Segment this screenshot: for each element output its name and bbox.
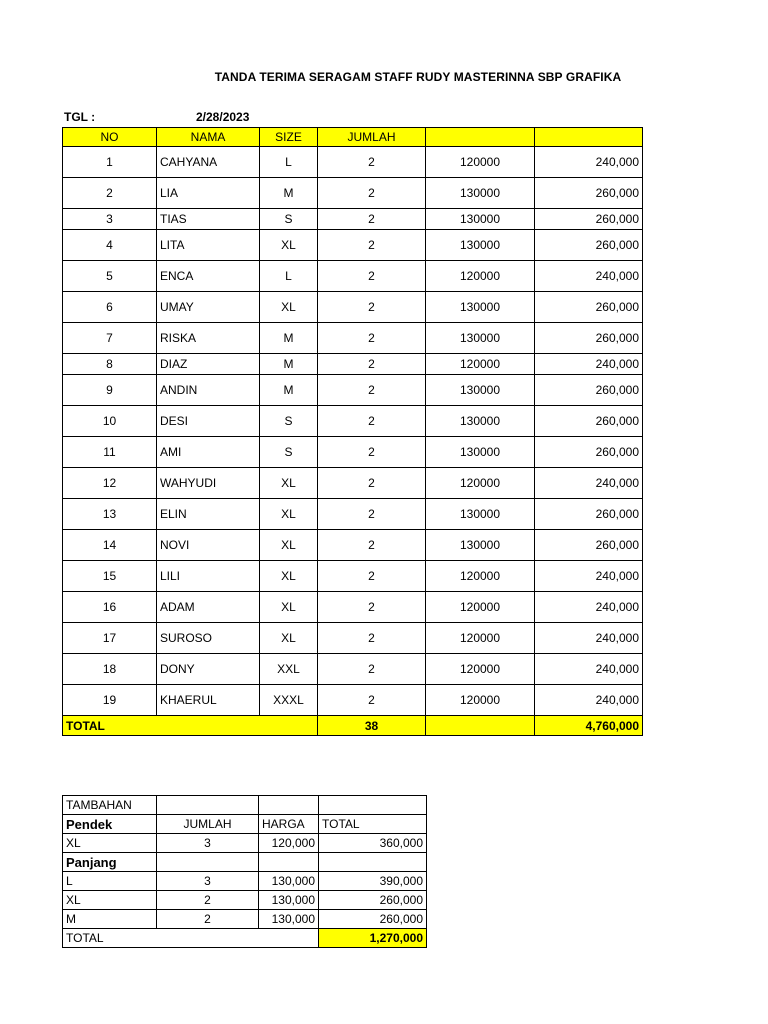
cell-nama: WAHYUDI bbox=[157, 468, 260, 499]
table-header-row bbox=[63, 128, 643, 147]
cell-total: 260,000 bbox=[535, 178, 643, 209]
cell-no: 5 bbox=[63, 261, 157, 292]
table-row bbox=[63, 468, 643, 499]
date-label: TGL : bbox=[64, 110, 96, 124]
extra-title-row bbox=[63, 796, 427, 815]
cell-jumlah: 2 bbox=[318, 375, 426, 406]
extra-row bbox=[63, 834, 427, 853]
cell-total: 260,000 bbox=[535, 292, 643, 323]
cell-total: 260,000 bbox=[535, 406, 643, 437]
uniform-receipt-table bbox=[62, 127, 643, 736]
extra-header-row bbox=[63, 815, 427, 834]
cell-size: XL bbox=[260, 499, 318, 530]
cell-harga: 120000 bbox=[426, 685, 535, 716]
extra-cell-total: 390,000 bbox=[319, 872, 427, 891]
cell-size: M bbox=[260, 323, 318, 354]
extra-title: TAMBAHAN bbox=[63, 796, 157, 815]
cell-total: 260,000 bbox=[535, 375, 643, 406]
cell-jumlah: 2 bbox=[318, 230, 426, 261]
cell-jumlah: 2 bbox=[318, 147, 426, 178]
table-row bbox=[63, 292, 643, 323]
cell-total: 260,000 bbox=[535, 499, 643, 530]
cell-no: 4 bbox=[63, 230, 157, 261]
extra-col-total: TOTAL bbox=[319, 815, 427, 834]
cell-jumlah: 2 bbox=[318, 592, 426, 623]
extra-cell-size: M bbox=[63, 910, 157, 929]
cell-no: 7 bbox=[63, 323, 157, 354]
cell-size: M bbox=[260, 178, 318, 209]
cell-total: 240,000 bbox=[535, 623, 643, 654]
cell-no: 12 bbox=[63, 468, 157, 499]
cell-no: 17 bbox=[63, 623, 157, 654]
extra-cell-jumlah: 3 bbox=[157, 834, 259, 853]
cell-harga: 120000 bbox=[426, 654, 535, 685]
table-row bbox=[63, 499, 643, 530]
cell-harga: 130000 bbox=[426, 499, 535, 530]
table-row bbox=[63, 654, 643, 685]
extra-grand-total: 1,270,000 bbox=[319, 929, 427, 948]
cell-nama: ADAM bbox=[157, 592, 260, 623]
cell-nama: DONY bbox=[157, 654, 260, 685]
cell-nama: ENCA bbox=[157, 261, 260, 292]
extra-col-jumlah: JUMLAH bbox=[157, 815, 259, 834]
cell-size: M bbox=[260, 375, 318, 406]
cell-jumlah: 2 bbox=[318, 654, 426, 685]
panjang-header-row bbox=[63, 853, 427, 872]
table-row bbox=[63, 530, 643, 561]
cell-no: 14 bbox=[63, 530, 157, 561]
document-title: TANDA TERIMA SERAGAM STAFF RUDY MASTERINNA SBP GRAFIKA bbox=[214, 70, 622, 84]
cell-jumlah: 2 bbox=[318, 209, 426, 230]
cell-jumlah: 2 bbox=[318, 292, 426, 323]
extra-cell-total: 360,000 bbox=[319, 834, 427, 853]
cell-total: 260,000 bbox=[535, 230, 643, 261]
total-jumlah: 38 bbox=[318, 716, 426, 736]
cell-size: XL bbox=[260, 292, 318, 323]
cell-nama: UMAY bbox=[157, 292, 260, 323]
table-row bbox=[63, 592, 643, 623]
header-jumlah: JUMLAH bbox=[318, 128, 426, 147]
extra-total-label: TOTAL bbox=[63, 929, 319, 948]
table-row bbox=[63, 323, 643, 354]
extra-col-harga: HARGA bbox=[259, 815, 319, 834]
table-row bbox=[63, 561, 643, 592]
cell-harga: 130000 bbox=[426, 530, 535, 561]
extra-cell-size: XL bbox=[63, 891, 157, 910]
cell-size: S bbox=[260, 209, 318, 230]
extra-cell-jumlah: 2 bbox=[157, 891, 259, 910]
panjang-label: Panjang bbox=[63, 853, 157, 872]
cell-nama: DIAZ bbox=[157, 354, 260, 375]
header-no: NO bbox=[63, 128, 157, 147]
cell-size: XL bbox=[260, 530, 318, 561]
cell-no: 13 bbox=[63, 499, 157, 530]
cell-no: 8 bbox=[63, 354, 157, 375]
cell-no: 15 bbox=[63, 561, 157, 592]
cell-no: 11 bbox=[63, 437, 157, 468]
cell-harga: 130000 bbox=[426, 323, 535, 354]
extra-total-row bbox=[63, 929, 427, 948]
table-row bbox=[63, 437, 643, 468]
cell-size: L bbox=[260, 147, 318, 178]
cell-total: 240,000 bbox=[535, 685, 643, 716]
cell-size: L bbox=[260, 261, 318, 292]
cell-no: 19 bbox=[63, 685, 157, 716]
cell-harga: 120000 bbox=[426, 592, 535, 623]
extra-cell-size: XL bbox=[63, 834, 157, 853]
table-row bbox=[63, 230, 643, 261]
extra-cell-harga: 130,000 bbox=[259, 910, 319, 929]
extra-cell-jumlah: 2 bbox=[157, 910, 259, 929]
cell-harga: 130000 bbox=[426, 209, 535, 230]
cell-jumlah: 2 bbox=[318, 561, 426, 592]
header-total bbox=[535, 128, 643, 147]
cell-no: 18 bbox=[63, 654, 157, 685]
header-size: SIZE bbox=[260, 128, 318, 147]
extra-row bbox=[63, 910, 427, 929]
cell-no: 2 bbox=[63, 178, 157, 209]
cell-nama: RISKA bbox=[157, 323, 260, 354]
cell-jumlah: 2 bbox=[318, 530, 426, 561]
extra-cell-total: 260,000 bbox=[319, 910, 427, 929]
extra-cell-total: 260,000 bbox=[319, 891, 427, 910]
table-row bbox=[63, 623, 643, 654]
cell-size: XL bbox=[260, 561, 318, 592]
cell-no: 9 bbox=[63, 375, 157, 406]
cell-jumlah: 2 bbox=[318, 354, 426, 375]
cell-total: 240,000 bbox=[535, 354, 643, 375]
extra-row bbox=[63, 872, 427, 891]
cell-jumlah: 2 bbox=[318, 437, 426, 468]
cell-total: 240,000 bbox=[535, 147, 643, 178]
cell-size: XL bbox=[260, 592, 318, 623]
cell-total: 260,000 bbox=[535, 530, 643, 561]
cell-size: XXL bbox=[260, 654, 318, 685]
cell-no: 3 bbox=[63, 209, 157, 230]
extra-cell-size: L bbox=[63, 872, 157, 891]
cell-harga: 120000 bbox=[426, 468, 535, 499]
total-row bbox=[63, 716, 643, 736]
extra-cell-jumlah: 3 bbox=[157, 872, 259, 891]
cell-nama: CAHYANA bbox=[157, 147, 260, 178]
extra-cell-harga: 130,000 bbox=[259, 891, 319, 910]
cell-jumlah: 2 bbox=[318, 406, 426, 437]
cell-nama: LIA bbox=[157, 178, 260, 209]
cell-total: 240,000 bbox=[535, 654, 643, 685]
table-row bbox=[63, 354, 643, 375]
cell-nama: LITA bbox=[157, 230, 260, 261]
cell-nama: ANDIN bbox=[157, 375, 260, 406]
cell-jumlah: 2 bbox=[318, 323, 426, 354]
cell-harga: 120000 bbox=[426, 354, 535, 375]
cell-total: 240,000 bbox=[535, 261, 643, 292]
cell-size: S bbox=[260, 437, 318, 468]
extra-cell-harga: 120,000 bbox=[259, 834, 319, 853]
header-nama: NAMA bbox=[157, 128, 260, 147]
cell-harga: 130000 bbox=[426, 406, 535, 437]
cell-no: 1 bbox=[63, 147, 157, 178]
header-harga bbox=[426, 128, 535, 147]
total-amount: 4,760,000 bbox=[535, 716, 643, 736]
cell-jumlah: 2 bbox=[318, 499, 426, 530]
date-value: 2/28/2023 bbox=[196, 110, 250, 124]
cell-jumlah: 2 bbox=[318, 261, 426, 292]
cell-nama: LILI bbox=[157, 561, 260, 592]
cell-jumlah: 2 bbox=[318, 468, 426, 499]
cell-jumlah: 2 bbox=[318, 178, 426, 209]
cell-nama: DESI bbox=[157, 406, 260, 437]
cell-total: 260,000 bbox=[535, 437, 643, 468]
additional-items-table bbox=[62, 795, 427, 948]
cell-no: 16 bbox=[63, 592, 157, 623]
cell-harga: 130000 bbox=[426, 292, 535, 323]
total-empty bbox=[426, 716, 535, 736]
cell-harga: 120000 bbox=[426, 147, 535, 178]
cell-nama: ELIN bbox=[157, 499, 260, 530]
cell-size: S bbox=[260, 406, 318, 437]
cell-harga: 120000 bbox=[426, 561, 535, 592]
pendek-label: Pendek bbox=[63, 815, 157, 834]
cell-harga: 130000 bbox=[426, 178, 535, 209]
cell-total: 240,000 bbox=[535, 592, 643, 623]
extra-row bbox=[63, 891, 427, 910]
cell-total: 240,000 bbox=[535, 561, 643, 592]
cell-size: XL bbox=[260, 468, 318, 499]
cell-no: 10 bbox=[63, 406, 157, 437]
cell-jumlah: 2 bbox=[318, 685, 426, 716]
cell-size: M bbox=[260, 354, 318, 375]
cell-total: 260,000 bbox=[535, 323, 643, 354]
cell-nama: NOVI bbox=[157, 530, 260, 561]
table-row bbox=[63, 406, 643, 437]
cell-harga: 120000 bbox=[426, 261, 535, 292]
cell-harga: 120000 bbox=[426, 623, 535, 654]
table-row bbox=[63, 375, 643, 406]
total-label: TOTAL bbox=[63, 716, 318, 736]
cell-total: 260,000 bbox=[535, 209, 643, 230]
cell-size: XL bbox=[260, 623, 318, 654]
cell-harga: 130000 bbox=[426, 375, 535, 406]
cell-no: 6 bbox=[63, 292, 157, 323]
cell-nama: AMI bbox=[157, 437, 260, 468]
cell-nama: SUROSO bbox=[157, 623, 260, 654]
table-row bbox=[63, 209, 643, 230]
table-row bbox=[63, 178, 643, 209]
cell-total: 240,000 bbox=[535, 468, 643, 499]
table-row bbox=[63, 147, 643, 178]
extra-cell-harga: 130,000 bbox=[259, 872, 319, 891]
cell-nama: KHAERUL bbox=[157, 685, 260, 716]
table-row bbox=[63, 261, 643, 292]
table-row bbox=[63, 685, 643, 716]
cell-nama: TIAS bbox=[157, 209, 260, 230]
cell-size: XXXL bbox=[260, 685, 318, 716]
cell-harga: 130000 bbox=[426, 437, 535, 468]
cell-harga: 130000 bbox=[426, 230, 535, 261]
cell-jumlah: 2 bbox=[318, 623, 426, 654]
cell-size: XL bbox=[260, 230, 318, 261]
